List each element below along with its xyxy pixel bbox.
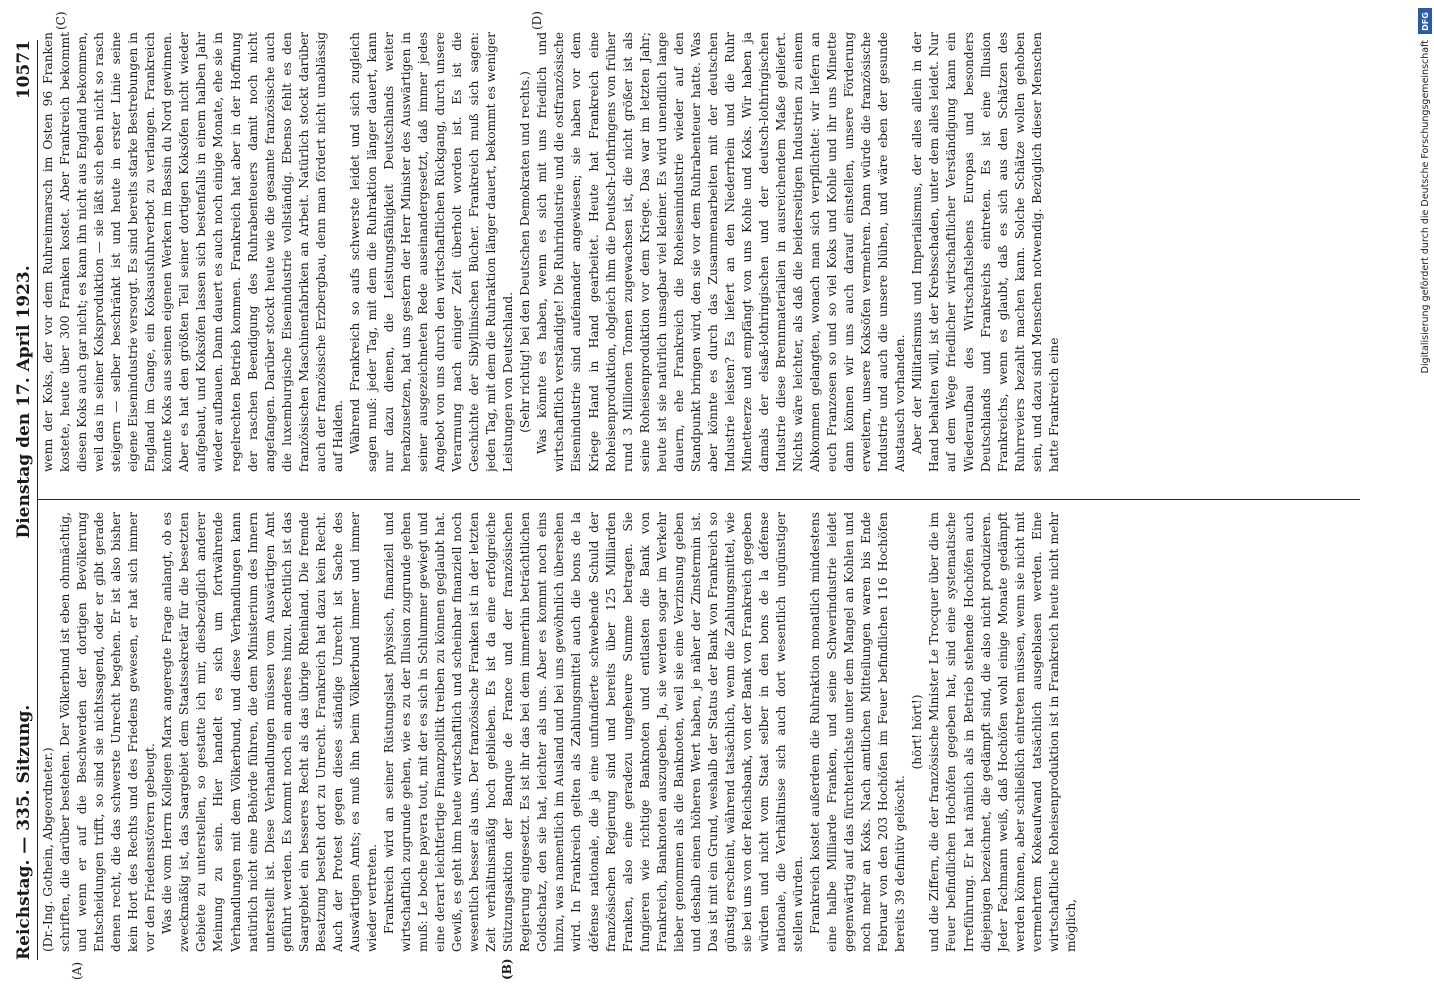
paragraph: wenn der Koks, der vor dem Ruhreinmarsch im Osten 96 Franken kostete, heute über 300 Franken kostet. Aber Frankreich bekommt diesen Koks auch gar nicht; es kann ihn nicht aus England bekommen, weil das in seiner Koksproduktion — sie läßt sich eben nicht so rasch steigern — selber beschränkt ist und heute in erster Linie seine eigene Eisenindustrie versorgt. Es sind bereits starke Bestrebungen in England im Gange, ein Koksausfuhrverbot zu verlangen. Frankreich könnte Koks aus seinen eigenen Werken im Bassin du Nord gewinnen. Aber es hat den größten Teil seiner dortigen Koksöfen nicht wieder aufgebaut, und Koksöfen lassen sich bestenfalls in einem halben Jahr wieder aufbauen. Dann dauert es auch noch einige Monate, ehe sie in regelrechten Betrieb kommen. Frankreich hat aber in der Hoffnung der raschen Beendigung des Ruhrabenteuers damit noch nicht angefangen. Darüber stockt heute wie die gesamte französische auch die luxemburgische Eisenindustrie vollständig. Ebenso fehlt es den französischen Maschinenfabriken an Arbeit. Natürlich stockt darüber auch der französische Erzbergbau, denn man fördert nicht unablässig auf Halden. [41, 32, 345, 472]
page-number: 10571 [14, 40, 34, 100]
dfg-logo-text: DFG [1420, 11, 1430, 31]
interjection: (Sehr richtig! bei den Deutschen Demokraten und rechts.) [518, 71, 533, 433]
credit-text: Digitalisierung gefördert durch die Deutsche Forschungsgemeinschaft [1419, 40, 1431, 374]
left-column [40, 512, 1360, 952]
paragraph: Frankreich kostet außerdem die Ruhraktion monatlich mindestens eine halbe Milliarde Franken, und seine Schwerindustrie leidet gegenwärtig auf das fürchterlichste unter dem Mangel an Kohlen und noch mehr an Koks. Nach amtlichen Mitteilungen waren bis Ende Februar von den 203 Hochöfen im Feuer befindlichen 116 Hochöfen bereits 39 definitiv gelöscht. [808, 512, 908, 952]
paragraph: Während Frankreich so aufs schwerste leidet und sich zugleich sagen muß: jeder Tag, mit dem die Ruhraktion länger dauert, kann nur dazu dienen, die Leistungsfähigkeit Deutschlands weiter herabzusetzen, hat uns gestern der Herr Minister des Auswärtigen in seiner ausgezeichneten Rede auseinandergesetzt, daß immer jedes Angebot von uns durch den wirtschaftlichen Rückgang, durch unsere Verarmung nach einiger Zeit überholt worden ist. Es ist die Geschichte der Sibyllinischen Bücher. Frankreich muß sich sagen: jeden Tag, mit dem die Ruhraktion länger dauert, bekommt es weniger Leistungen von Deutschland. [347, 32, 516, 472]
digitization-credit [1416, 0, 1434, 1000]
margin-marker-b: (B) [500, 958, 514, 980]
interjection: (hört! hört!) [910, 694, 925, 770]
speaker-attribution: (Dr.-Ing. Gothein, Abgeordneter.) [41, 747, 55, 952]
header-left: Reichstag. — 335. Sitzung. [14, 704, 34, 960]
page-header [8, 40, 38, 960]
margin-marker-a: (A) [70, 961, 84, 980]
column-divider [38, 499, 1360, 500]
right-column [40, 32, 1360, 472]
paragraph: Was die vom Herrn Kollegen Marx angeregte Frage anlangt, ob es zweckmäßig ist, das Saargebiet dem Staatssekretär für die besetzten Gebiete zu unterstellen, so gestatte ich mir, diesbezüglich anderer Meinung zu sein. Hier handelt es sich um fortwährende Verhandlungen mit dem Völkerbund, und diese Verhandlungen kann natürlich nicht eine Behörde führen, die dem Ministerium des Innern unterstellt ist. Diese Verhandlungen müssen vom Auswärtigen Amt geführt werden. Es kommt noch ein anderes hinzu. Rechtlich ist das Saargebiet ein besseres Recht als das übrige Rheinland. Die fremde Besatzung besteht dort zu Unrecht. Frankreich hat dazu kein Recht. Auch der Protest gegen dieses ständige Unrecht ist Sache des Auswärtigen Amts; es muß ihn beim Völkerbund immer und immer wieder vertreten. [160, 512, 379, 952]
paragraph: schriften, die darüber bestehen. Der Völkerbund ist eben ohnmächtig, und wenn er auf die Beschwerden der dortigen Bevölkerung Entscheidungen trifft, so sind sie nichtssagend, oder er gibt gerade denen recht, die das schwerste Unrecht begehen. Er ist also bisher kein Hort des Rechts und des Friedens gewesen, er hat sich immer vor den Friedensstörern gebeugt. [58, 512, 158, 952]
paragraph: Frankreich wird an seiner Rüstungslast physisch, finanziell und wirtschaftlich zugrunde gehen, wie es zu der Illusion zugrunde gehen muß: Le boche payera tout, mit der es sich in Schlummer gewiegt und eine derart leichtfertige Finanzpolitik treiben zu können geglaubt hat. Gewiß, es geht ihm heute wirtschaftlich und scheinbar finanziell noch wesentlich besser als uns. Der französische Franken ist in der letzten Zeit verhältnismäßig hoch geblieben. Es ist da eine erfolgreiche Stützungsaktion der Banque de France und der französischen Regierung eingesetzt. Es ist ihr das bei dem immerhin beträchtlichen Goldschatz, den sie hat, leichter als uns. Aber es kommt noch eins hinzu, was namentlich im Ausland und bei uns gewöhnlich übersehen wird. In Frankreich gelten als Zahlungsmittel auch die bons de la défense nationale, die ja eine unfundierte schwebende Schuld der französischen Regierung sind und bereits über 125 Milliarden Franken, also eine geradezu ungeheure Summe betragen. Sie fungieren wie richtige Banknoten und entlasten die Bank von Frankreich, Banknoten auszugeben. Ja, sie werden sogar im Verkehr lieber genommen als die Banknoten, weil sie eine Verzinsung geben und deshalb einen höheren Wert haben, je näher der Zinstermin ist. Das ist mit ein Grund, weshalb der Status der Bank von Frankreich so günstig erscheint, während tatsächlich, wenn die Zahlungsmittel, wie sie bei uns von der Reichsbank, von der Bank von Frankreich gegeben würden und nicht vom Staat selber in den bons de la défense nationale, die Verhältnisse sich auch dort wesentlich ungünstiger stellen würden. [381, 512, 806, 952]
header-date: Dienstag den 17. April 1923. [14, 265, 34, 539]
paragraph: und die Ziffern, die der französische Minister Le Trocquer über die im Feuer befindlichen Hochöfen gegeben hat, sind eine systematische Irreführung. Er hat nämlich als in Betrieb stehende Hochöfen auch diejenigen bezeichnet, die gedämpft sind, die also nicht produzieren. Jeder Fachmann weiß, daß Hochöfen wohl einige Monate gedämpft werden können, aber schließlich eintreten müssen, wenn sie nicht mit vermehrtem Kokeaufwand tatsächlich ausgeblasen werden. Eine wirtschaftliche Roheisenproduktion ist in Frankreich heute nicht mehr möglich, [927, 512, 1078, 952]
paragraph: Was könnte es haben, wenn es sich mit uns friedlich und wirtschaftlich verständigte! Die Ruhrindustrie und die ostfranzösische Eisenindustrie sind aufeinander angewiesen; sie haben vor dem Kriege Hand in Hand gearbeitet. Heute hat Frankreich eine Roheisenproduktion, obgleich ihm die Deutsch-Lothringens von früher rund 3 Millionen Tonnen zugewachsen ist, die nicht größer ist als seine Roheisenproduktion vor dem Kriege. Das war im letzten Jahr; heute ist sie natürlich unsagbar viel kleiner. Es wird unendlich lange dauern, ehe Frankreich die Roheisenindustrie wieder auf den Standpunkt bringen wird, den sie vor dem Ruhrabenteuer hatte. Was aber könnte es durch das Zusammenarbeiten mit der deutschen Industrie leisten? Es liefert an den Niederrhein und die Ruhr Minetteerze und empfängt von uns Kohle und Koks. Wir haben ja damals der elsaß-lothringischen und der deutsch-lothringischen Industrie diese Brennmaterialien in ausreichendem Maße geliefert. Nichts wäre leichter, als daß die beiderseitigen Industrien zu einem Abkommen gelangten, wonach man sich verpflichtet: wir liefern an euch Franzosen so und so viel Koks und Kohle und ihr uns Minette dann können wir uns auch darauf einstellen, unsere Förderung erweitern, unsere Koksöfen vermehren. Dann würde die französische Industrie und auch die unsere blühen, und wäre eben der gesunde Austausch vorhanden. [535, 32, 908, 472]
paragraph: Aber der Militarismus und Imperialismus, der alles allein in der Hand behalten will, ist der Krebsschaden, unter dem alles leidet. Nur auf dem Wege friedlicher wirtschaftlicher Verständigung kann ein Wiederaufbau des Wirtschaftslebens Europas und besonders Deutschlands und Frankreichs eintreten. Es ist eine Illusion Frankreichs, wenn es glaubt, daß es sich aus den Schätzen des Ruhrreviers bezahlt machen kann. Solche Schätze wollen gehoben sein, und dazu sind Menschen notwendig. Bezüglich dieser Menschen hatte Frankreich eine [910, 32, 1061, 472]
margin-marker-d: (D) [530, 11, 544, 30]
dfg-logo [1418, 8, 1432, 34]
margin-marker-c: (C) [54, 11, 68, 30]
